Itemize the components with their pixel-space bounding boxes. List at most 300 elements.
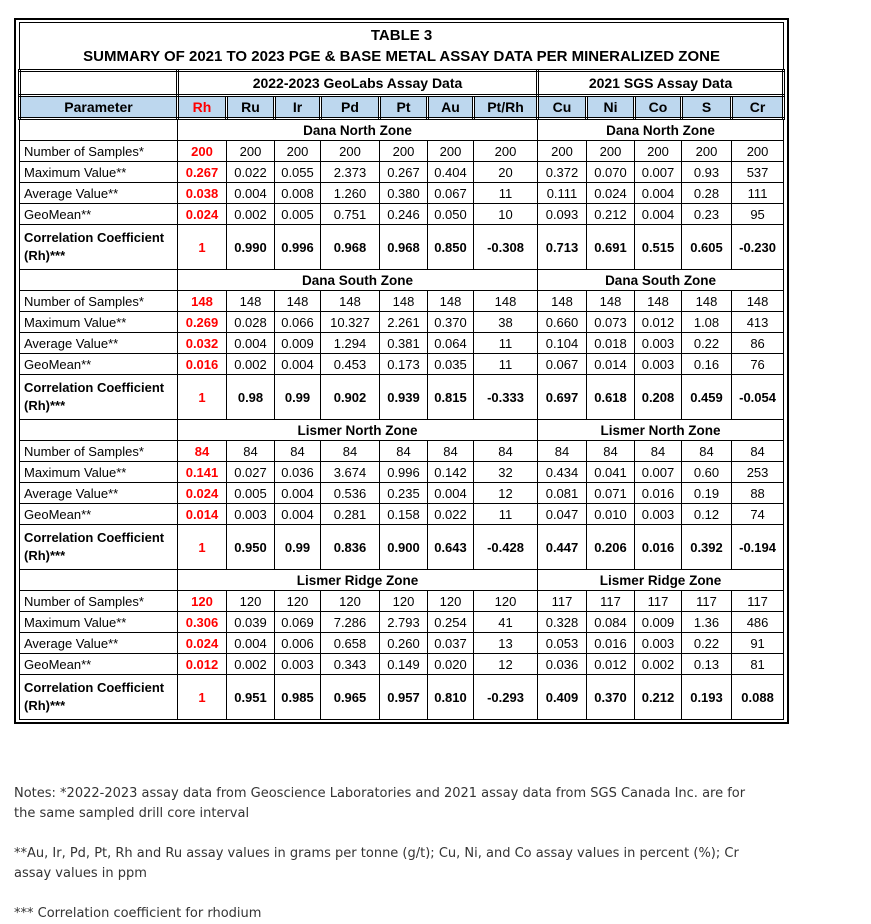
row-label: GeoMean** — [20, 204, 178, 225]
value-cell-ir: 0.004 — [275, 354, 321, 375]
value-cell-ru: 0.98 — [227, 375, 275, 420]
value-cell-rh: 0.012 — [178, 654, 227, 675]
value-cell-ni: 0.024 — [587, 183, 635, 204]
value-cell-pd: 200 — [321, 141, 380, 162]
value-cell-ni: 0.012 — [587, 654, 635, 675]
value-cell-pt: 0.173 — [380, 354, 428, 375]
value-cell-pt: 0.957 — [380, 675, 428, 720]
value-cell-pd: 1.294 — [321, 333, 380, 354]
value-cell-ni: 0.018 — [587, 333, 635, 354]
value-cell-pt: 0.246 — [380, 204, 428, 225]
value-cell-s: 0.16 — [682, 354, 732, 375]
value-cell-cu: 117 — [538, 591, 587, 612]
zone-title-geolabs: Lismer Ridge Zone — [178, 570, 538, 591]
value-cell-pt: 0.381 — [380, 333, 428, 354]
assay-table-frame — [14, 18, 789, 724]
value-cell-s: 0.19 — [682, 483, 732, 504]
zone-title-geolabs: Dana South Zone — [178, 270, 538, 291]
value-cell-ir: 0.009 — [275, 333, 321, 354]
value-cell-cr: 253 — [732, 462, 784, 483]
value-cell-pd: 0.751 — [321, 204, 380, 225]
value-cell-co: 0.515 — [635, 225, 682, 270]
value-cell-ru: 0.004 — [227, 183, 275, 204]
col-header-pt-rh: Pt/Rh — [474, 96, 538, 119]
value-cell-cu: 0.104 — [538, 333, 587, 354]
value-cell-pt: 148 — [380, 291, 428, 312]
row-label: GeoMean** — [20, 354, 178, 375]
row-label: Average Value** — [20, 333, 178, 354]
row-label: Number of Samples* — [20, 441, 178, 462]
value-cell-cu: 0.372 — [538, 162, 587, 183]
value-cell-s: 0.13 — [682, 654, 732, 675]
value-cell-ir: 0.055 — [275, 162, 321, 183]
row-label: Average Value** — [20, 633, 178, 654]
value-cell-pt-rh: -0.333 — [474, 375, 538, 420]
col-header-rh: Rh — [178, 96, 227, 119]
value-cell-s: 0.12 — [682, 504, 732, 525]
value-cell-cu: 0.053 — [538, 633, 587, 654]
group-header-geolabs: 2022-2023 GeoLabs Assay Data — [178, 71, 538, 96]
value-cell-cr: 148 — [732, 291, 784, 312]
value-cell-s: 0.60 — [682, 462, 732, 483]
value-cell-rh: 0.141 — [178, 462, 227, 483]
row-label: Number of Samples* — [20, 141, 178, 162]
value-cell-pt-rh: 11 — [474, 183, 538, 204]
value-cell-rh: 0.014 — [178, 504, 227, 525]
value-cell-pt-rh: 200 — [474, 141, 538, 162]
value-cell-ru: 0.002 — [227, 354, 275, 375]
value-cell-ni: 0.073 — [587, 312, 635, 333]
value-cell-ru: 0.951 — [227, 675, 275, 720]
value-cell-ni: 148 — [587, 291, 635, 312]
value-cell-au: 0.064 — [428, 333, 474, 354]
value-cell-pt-rh: 38 — [474, 312, 538, 333]
table-title: SUMMARY OF 2021 TO 2023 PGE & BASE METAL ASSAY DATA PER MINERALIZED ZONE — [83, 48, 720, 65]
value-cell-ir: 148 — [275, 291, 321, 312]
value-cell-cu: 0.093 — [538, 204, 587, 225]
value-cell-pt-rh: -0.308 — [474, 225, 538, 270]
value-cell-pt: 0.996 — [380, 462, 428, 483]
group-header-row — [20, 71, 784, 96]
data-row — [20, 162, 784, 183]
zone-spacer-cell — [20, 119, 178, 141]
value-cell-pt-rh: -0.428 — [474, 525, 538, 570]
row-label: Number of Samples* — [20, 591, 178, 612]
value-cell-co: 0.016 — [635, 525, 682, 570]
value-cell-ni: 0.691 — [587, 225, 635, 270]
value-cell-co: 200 — [635, 141, 682, 162]
data-row — [20, 141, 784, 162]
value-cell-co: 84 — [635, 441, 682, 462]
value-cell-cu: 0.409 — [538, 675, 587, 720]
value-cell-rh: 0.032 — [178, 333, 227, 354]
correlation-row — [20, 225, 784, 270]
value-cell-au: 0.067 — [428, 183, 474, 204]
value-cell-ir: 0.008 — [275, 183, 321, 204]
col-header-ir: Ir — [275, 96, 321, 119]
data-row — [20, 291, 784, 312]
value-cell-au: 120 — [428, 591, 474, 612]
value-cell-rh: 84 — [178, 441, 227, 462]
value-cell-au: 84 — [428, 441, 474, 462]
value-cell-ru: 0.002 — [227, 204, 275, 225]
value-cell-au: 0.050 — [428, 204, 474, 225]
value-cell-pt: 0.968 — [380, 225, 428, 270]
row-label: Correlation Coefficient (Rh)*** — [20, 525, 178, 570]
row-label: Average Value** — [20, 183, 178, 204]
row-label: Correlation Coefficient (Rh)*** — [20, 225, 178, 270]
value-cell-ru: 0.990 — [227, 225, 275, 270]
value-cell-cu: 0.067 — [538, 354, 587, 375]
value-cell-ir: 200 — [275, 141, 321, 162]
value-cell-ru: 84 — [227, 441, 275, 462]
value-cell-au: 0.035 — [428, 354, 474, 375]
value-cell-pt: 2.261 — [380, 312, 428, 333]
value-cell-ru: 0.004 — [227, 633, 275, 654]
value-cell-ru: 200 — [227, 141, 275, 162]
value-cell-co: 117 — [635, 591, 682, 612]
col-header-co: Co — [635, 96, 682, 119]
value-cell-pd: 7.286 — [321, 612, 380, 633]
value-cell-ru: 0.005 — [227, 483, 275, 504]
value-cell-pd: 0.902 — [321, 375, 380, 420]
value-cell-ir: 0.996 — [275, 225, 321, 270]
value-cell-ni: 0.041 — [587, 462, 635, 483]
row-label: Maximum Value** — [20, 462, 178, 483]
correlation-row — [20, 525, 784, 570]
value-cell-pd: 0.968 — [321, 225, 380, 270]
value-cell-pt-rh: 12 — [474, 654, 538, 675]
value-cell-co: 0.016 — [635, 483, 682, 504]
value-cell-s: 0.193 — [682, 675, 732, 720]
value-cell-au: 200 — [428, 141, 474, 162]
value-cell-rh: 0.024 — [178, 633, 227, 654]
value-cell-ni: 0.212 — [587, 204, 635, 225]
value-cell-rh: 1 — [178, 375, 227, 420]
value-cell-s: 0.22 — [682, 333, 732, 354]
value-cell-s: 117 — [682, 591, 732, 612]
row-label: Maximum Value** — [20, 612, 178, 633]
correlation-row — [20, 375, 784, 420]
value-cell-ni: 0.016 — [587, 633, 635, 654]
value-cell-pd: 84 — [321, 441, 380, 462]
value-cell-au: 0.254 — [428, 612, 474, 633]
value-cell-s: 84 — [682, 441, 732, 462]
value-cell-ni: 84 — [587, 441, 635, 462]
value-cell-cu: 0.047 — [538, 504, 587, 525]
value-cell-co: 0.007 — [635, 162, 682, 183]
value-cell-rh: 0.267 — [178, 162, 227, 183]
value-cell-cu: 0.447 — [538, 525, 587, 570]
col-header-parameter: Parameter — [20, 96, 178, 119]
value-cell-ni: 0.370 — [587, 675, 635, 720]
value-cell-cu: 0.697 — [538, 375, 587, 420]
value-cell-co: 0.003 — [635, 633, 682, 654]
value-cell-pt-rh: 41 — [474, 612, 538, 633]
col-header-ni: Ni — [587, 96, 635, 119]
data-row — [20, 654, 784, 675]
value-cell-rh: 0.024 — [178, 204, 227, 225]
value-cell-pt: 0.380 — [380, 183, 428, 204]
value-cell-ru: 0.003 — [227, 504, 275, 525]
data-row — [20, 612, 784, 633]
value-cell-cr: 84 — [732, 441, 784, 462]
row-label: Maximum Value** — [20, 162, 178, 183]
value-cell-pt-rh: 120 — [474, 591, 538, 612]
value-cell-co: 0.012 — [635, 312, 682, 333]
value-cell-rh: 1 — [178, 225, 227, 270]
value-cell-co: 0.004 — [635, 204, 682, 225]
value-cell-pd: 0.658 — [321, 633, 380, 654]
data-row — [20, 633, 784, 654]
value-cell-ru: 0.027 — [227, 462, 275, 483]
value-cell-au: 0.850 — [428, 225, 474, 270]
value-cell-cr: 76 — [732, 354, 784, 375]
zone-title-sgs: Lismer North Zone — [538, 420, 784, 441]
value-cell-pt: 200 — [380, 141, 428, 162]
data-row — [20, 354, 784, 375]
col-header-ru: Ru — [227, 96, 275, 119]
value-cell-ir: 0.006 — [275, 633, 321, 654]
value-cell-pt: 0.939 — [380, 375, 428, 420]
value-cell-au: 0.020 — [428, 654, 474, 675]
zone-spacer-cell — [20, 420, 178, 441]
value-cell-ir: 0.985 — [275, 675, 321, 720]
value-cell-ni: 0.206 — [587, 525, 635, 570]
value-cell-co: 0.003 — [635, 333, 682, 354]
value-cell-cr: 95 — [732, 204, 784, 225]
col-header-au: Au — [428, 96, 474, 119]
value-cell-pt-rh: -0.293 — [474, 675, 538, 720]
value-cell-pd: 120 — [321, 591, 380, 612]
value-cell-ni: 0.084 — [587, 612, 635, 633]
value-cell-co: 0.009 — [635, 612, 682, 633]
value-cell-ni: 200 — [587, 141, 635, 162]
value-cell-ir: 0.066 — [275, 312, 321, 333]
value-cell-co: 0.004 — [635, 183, 682, 204]
value-cell-pt: 0.235 — [380, 483, 428, 504]
row-label: Average Value** — [20, 483, 178, 504]
value-cell-cr: 0.088 — [732, 675, 784, 720]
zone-spacer-cell — [20, 270, 178, 291]
notes-section — [14, 784, 769, 924]
value-cell-pt-rh: 148 — [474, 291, 538, 312]
zone-header-row — [20, 270, 784, 291]
value-cell-co: 0.002 — [635, 654, 682, 675]
value-cell-pt: 84 — [380, 441, 428, 462]
value-cell-pd: 0.281 — [321, 504, 380, 525]
value-cell-pd: 0.536 — [321, 483, 380, 504]
value-cell-au: 0.022 — [428, 504, 474, 525]
value-cell-au: 0.404 — [428, 162, 474, 183]
value-cell-ir: 0.004 — [275, 483, 321, 504]
value-cell-cr: 81 — [732, 654, 784, 675]
value-cell-cr: -0.230 — [732, 225, 784, 270]
value-cell-ir: 0.005 — [275, 204, 321, 225]
value-cell-ru: 0.004 — [227, 333, 275, 354]
table-title-cell — [20, 23, 784, 71]
row-label: Number of Samples* — [20, 291, 178, 312]
value-cell-au: 148 — [428, 291, 474, 312]
value-cell-pt-rh: 11 — [474, 354, 538, 375]
value-cell-cr: 88 — [732, 483, 784, 504]
value-cell-rh: 1 — [178, 675, 227, 720]
value-cell-cu: 0.660 — [538, 312, 587, 333]
value-cell-ni: 0.071 — [587, 483, 635, 504]
value-cell-au: 0.370 — [428, 312, 474, 333]
value-cell-cu: 84 — [538, 441, 587, 462]
note-correlation: *** Correlation coefficient for rhodium — [14, 906, 262, 921]
value-cell-cu: 0.111 — [538, 183, 587, 204]
value-cell-cu: 148 — [538, 291, 587, 312]
value-cell-co: 0.212 — [635, 675, 682, 720]
value-cell-rh: 0.306 — [178, 612, 227, 633]
value-cell-rh: 0.038 — [178, 183, 227, 204]
data-row — [20, 312, 784, 333]
value-cell-cr: 117 — [732, 591, 784, 612]
value-cell-pt: 0.158 — [380, 504, 428, 525]
data-row — [20, 483, 784, 504]
value-cell-cr: 111 — [732, 183, 784, 204]
value-cell-ru: 0.950 — [227, 525, 275, 570]
value-cell-co: 0.003 — [635, 354, 682, 375]
value-cell-ir: 0.003 — [275, 654, 321, 675]
value-cell-ir: 120 — [275, 591, 321, 612]
value-cell-ni: 0.070 — [587, 162, 635, 183]
value-cell-s: 0.392 — [682, 525, 732, 570]
col-header-pd: Pd — [321, 96, 380, 119]
value-cell-cu: 200 — [538, 141, 587, 162]
zone-title-geolabs: Lismer North Zone — [178, 420, 538, 441]
data-row — [20, 504, 784, 525]
value-cell-ir: 0.069 — [275, 612, 321, 633]
zone-header-row — [20, 570, 784, 591]
value-cell-pd: 0.453 — [321, 354, 380, 375]
column-header-row — [20, 96, 784, 119]
value-cell-pd: 0.836 — [321, 525, 380, 570]
value-cell-pd: 10.327 — [321, 312, 380, 333]
value-cell-cu: 0.713 — [538, 225, 587, 270]
group-spacer-cell — [20, 71, 178, 96]
group-header-sgs: 2021 SGS Assay Data — [538, 71, 784, 96]
value-cell-ir: 0.99 — [275, 525, 321, 570]
value-cell-cu: 0.081 — [538, 483, 587, 504]
value-cell-pt-rh: 11 — [474, 333, 538, 354]
value-cell-rh: 200 — [178, 141, 227, 162]
value-cell-pt-rh: 11 — [474, 504, 538, 525]
value-cell-au: 0.810 — [428, 675, 474, 720]
data-row — [20, 462, 784, 483]
value-cell-co: 0.007 — [635, 462, 682, 483]
value-cell-ir: 84 — [275, 441, 321, 462]
value-cell-pt: 120 — [380, 591, 428, 612]
value-cell-pt-rh: 84 — [474, 441, 538, 462]
value-cell-au: 0.643 — [428, 525, 474, 570]
value-cell-ru: 0.022 — [227, 162, 275, 183]
title-row — [20, 23, 784, 71]
data-row — [20, 333, 784, 354]
value-cell-cr: 74 — [732, 504, 784, 525]
row-label: Maximum Value** — [20, 312, 178, 333]
value-cell-ir: 0.99 — [275, 375, 321, 420]
data-row — [20, 441, 784, 462]
value-cell-s: 0.459 — [682, 375, 732, 420]
zone-title-sgs: Dana North Zone — [538, 119, 784, 141]
value-cell-s: 148 — [682, 291, 732, 312]
value-cell-pd: 3.674 — [321, 462, 380, 483]
value-cell-au: 0.815 — [428, 375, 474, 420]
value-cell-cr: 486 — [732, 612, 784, 633]
value-cell-cu: 0.434 — [538, 462, 587, 483]
value-cell-cr: -0.194 — [732, 525, 784, 570]
value-cell-ni: 0.618 — [587, 375, 635, 420]
value-cell-ru: 0.039 — [227, 612, 275, 633]
value-cell-rh: 120 — [178, 591, 227, 612]
row-label: GeoMean** — [20, 654, 178, 675]
value-cell-rh: 148 — [178, 291, 227, 312]
zone-header-row — [20, 420, 784, 441]
value-cell-co: 148 — [635, 291, 682, 312]
value-cell-cr: 86 — [732, 333, 784, 354]
row-label: Correlation Coefficient (Rh)*** — [20, 375, 178, 420]
value-cell-pd: 1.260 — [321, 183, 380, 204]
value-cell-pt-rh: 20 — [474, 162, 538, 183]
note-units: **Au, Ir, Pd, Pt, Rh and Ru assay values in grams per tonne (g/t); Cu, Ni, and Co assay values in percent (%); Cr assay values in ppm — [14, 846, 739, 881]
value-cell-pd: 0.343 — [321, 654, 380, 675]
value-cell-ni: 0.014 — [587, 354, 635, 375]
value-cell-ru: 120 — [227, 591, 275, 612]
data-row — [20, 183, 784, 204]
value-cell-ni: 0.010 — [587, 504, 635, 525]
assay-summary-table — [18, 22, 785, 720]
zone-title-sgs: Lismer Ridge Zone — [538, 570, 784, 591]
value-cell-pd: 148 — [321, 291, 380, 312]
data-row — [20, 591, 784, 612]
value-cell-rh: 0.269 — [178, 312, 227, 333]
value-cell-co: 0.003 — [635, 504, 682, 525]
value-cell-au: 0.004 — [428, 483, 474, 504]
value-cell-cr: -0.054 — [732, 375, 784, 420]
value-cell-ni: 117 — [587, 591, 635, 612]
value-cell-s: 200 — [682, 141, 732, 162]
value-cell-s: 0.22 — [682, 633, 732, 654]
value-cell-ru: 148 — [227, 291, 275, 312]
value-cell-pt-rh: 10 — [474, 204, 538, 225]
value-cell-cu: 0.036 — [538, 654, 587, 675]
value-cell-pt-rh: 13 — [474, 633, 538, 654]
value-cell-pd: 2.373 — [321, 162, 380, 183]
value-cell-rh: 0.016 — [178, 354, 227, 375]
table-number: TABLE 3 — [370, 27, 433, 44]
value-cell-rh: 1 — [178, 525, 227, 570]
value-cell-cr: 91 — [732, 633, 784, 654]
value-cell-pt-rh: 12 — [474, 483, 538, 504]
value-cell-pt: 0.267 — [380, 162, 428, 183]
value-cell-pt: 0.149 — [380, 654, 428, 675]
zone-spacer-cell — [20, 570, 178, 591]
zone-title-geolabs: Dana North Zone — [178, 119, 538, 141]
value-cell-cr: 537 — [732, 162, 784, 183]
col-header-cu: Cu — [538, 96, 587, 119]
value-cell-pt: 0.900 — [380, 525, 428, 570]
row-label: GeoMean** — [20, 504, 178, 525]
value-cell-ru: 0.028 — [227, 312, 275, 333]
value-cell-s: 0.28 — [682, 183, 732, 204]
col-header-pt: Pt — [380, 96, 428, 119]
value-cell-cu: 0.328 — [538, 612, 587, 633]
value-cell-pt: 0.260 — [380, 633, 428, 654]
value-cell-ir: 0.036 — [275, 462, 321, 483]
